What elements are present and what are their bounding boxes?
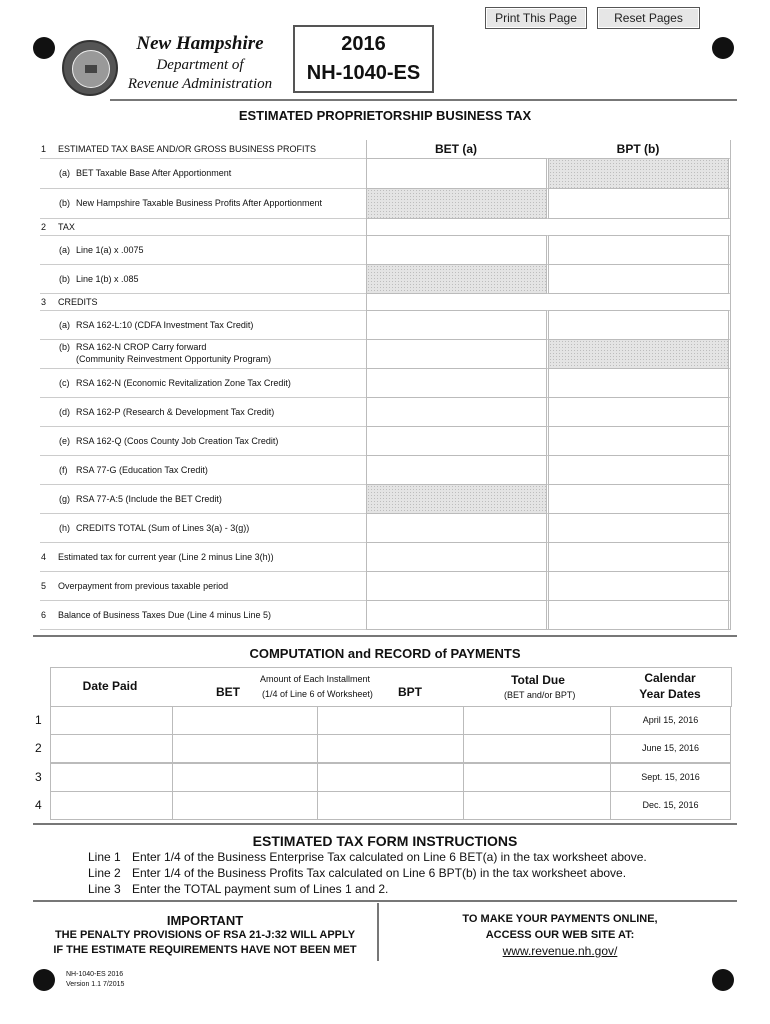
instruction-line-label: Line 2 <box>88 866 121 880</box>
line-number: 1 <box>41 144 47 154</box>
form-id-box <box>293 25 434 93</box>
payment-field[interactable] <box>50 791 173 820</box>
instruction-line-text: Enter the TOTAL payment sum of Lines 1 and 2. <box>132 882 389 896</box>
sub-line-letter: (a) <box>59 168 70 178</box>
line-label: RSA 162-L:10 (CDFA Investment Tax Credit) <box>76 319 254 330</box>
revenue-website-link[interactable]: www.revenue.nh.gov/ <box>502 944 618 958</box>
payment-field[interactable] <box>317 791 464 820</box>
agency-line-1: New Hampshire <box>136 33 264 54</box>
line-label: New Hampshire Taxable Business Profits After Apportionment <box>76 198 322 208</box>
sub-line-letter: (b) <box>59 198 70 208</box>
line-label: RSA 77-G (Education Tax Credit) <box>76 464 208 475</box>
print-page-button[interactable]: Print This Page <box>485 7 587 29</box>
payment-field[interactable] <box>463 763 611 792</box>
sub-line-letter: (h) <box>59 522 70 533</box>
agency-line-2: Department of <box>156 57 244 73</box>
line-label: Overpayment from previous taxable period <box>58 580 229 591</box>
line-label: CREDITS <box>58 296 98 307</box>
payment-field[interactable] <box>317 706 464 735</box>
sub-line-letter: (b) <box>59 342 70 352</box>
calendar-date: Sept. 15, 2016 <box>641 772 700 782</box>
line-number: 3 <box>41 296 47 307</box>
line-label: TAX <box>58 221 75 232</box>
important-line2: IF THE ESTIMATE REQUIREMENTS HAVE NOT BEEN MET <box>53 944 357 956</box>
calendar-date: June 15, 2016 <box>641 743 700 753</box>
agency-name <box>112 32 288 94</box>
sub-line-letter: (a) <box>59 244 70 255</box>
line-number: 6 <box>41 609 47 620</box>
line-number: 5 <box>41 580 47 591</box>
important-line1: THE PENALTY PROVISIONS OF RSA 21-J:32 WILL APPLY <box>54 929 356 941</box>
registration-mark-bottom-left <box>33 969 55 991</box>
line-label: RSA 162-N (Economic Revitalization Zone Tax Credit) <box>76 377 291 388</box>
line-number: 2 <box>41 221 47 232</box>
column-bpt-header: BPT (b) <box>616 142 660 156</box>
online-line2: ACCESS OUR WEB SITE AT: <box>485 929 635 941</box>
line-number: 4 <box>41 551 47 562</box>
payment-field[interactable] <box>463 734 611 763</box>
column-bet-header: BET (a) <box>435 142 477 156</box>
line-label: RSA 162-P (Research & Development Tax Credit) <box>76 406 275 417</box>
payment-field[interactable] <box>172 706 318 735</box>
sub-line-letter: (f) <box>59 464 68 475</box>
line-label: CREDITS TOTAL (Sum of Lines 3(a) - 3(g)) <box>76 522 250 533</box>
instruction-line-text: Enter 1/4 of the Business Profits Tax calculated on Line 6 BPT(b) in the tax worksheet above. <box>132 866 627 880</box>
instruction-line-label: Line 3 <box>88 882 121 896</box>
calendar-date-cell <box>610 706 731 735</box>
payment-field[interactable] <box>50 734 173 763</box>
installment-header-line1: Amount of Each Installment <box>260 674 371 684</box>
line-label: Estimated tax for current year (Line 2 minus Line 3(h)) <box>58 551 274 562</box>
line-label: Balance of Business Taxes Due (Line 4 minus Line 5) <box>58 609 271 620</box>
line-label: RSA 162-N CROP Carry forward <box>76 342 207 352</box>
registration-mark-top-left <box>33 37 55 59</box>
calendar-date-cell <box>610 791 731 820</box>
sub-line-letter: (a) <box>59 319 70 330</box>
sub-line-letter: (c) <box>59 377 70 388</box>
sub-line-letter: (e) <box>59 435 70 446</box>
payment-field[interactable] <box>463 706 611 735</box>
instruction-line-text: Enter 1/4 of the Business Enterprise Tax calculated on Line 6 BET(a) in the tax worksheet above. <box>132 850 647 864</box>
sub-line-letter: (b) <box>59 273 70 284</box>
total-due-subheader: (BET and/or BPT) <box>504 690 576 700</box>
line-label-continued: (Community Reinvestment Opportunity Program) <box>76 354 272 364</box>
payment-field[interactable] <box>50 706 173 735</box>
worksheet-columns-frame <box>366 140 731 630</box>
line-label: BET Taxable Base After Apportionment <box>76 168 232 178</box>
footer-form-id: NH-1040-ES 2016 <box>66 971 124 978</box>
form-number: NH-1040-ES <box>306 62 421 84</box>
payment-field[interactable] <box>172 763 318 792</box>
line-label: Line 1(b) x .085 <box>76 273 139 284</box>
calendar-date: April 15, 2016 <box>642 715 699 725</box>
total-due-header: Total Due <box>511 673 565 687</box>
payment-row-number: 2 <box>35 741 42 755</box>
agency-line-3: Revenue Administration <box>127 76 273 92</box>
instructions-title: ESTIMATED TAX FORM INSTRUCTIONS <box>252 833 518 849</box>
registration-mark-top-right <box>712 37 734 59</box>
payments-header-frame <box>50 667 732 707</box>
payment-field[interactable] <box>463 791 611 820</box>
sub-line-letter: (d) <box>59 406 70 417</box>
date-paid-header: Date Paid <box>82 679 138 693</box>
instructions-bottom-rule <box>33 900 737 902</box>
payments-title: COMPUTATION and RECORD of PAYMENTS <box>249 646 521 661</box>
payment-field[interactable] <box>172 791 318 820</box>
calendar-date-cell <box>610 763 731 792</box>
sub-line-letter: (g) <box>59 493 70 504</box>
bet-header: BET <box>216 685 240 699</box>
line-label: RSA 77-A:5 (Include the BET Credit) <box>76 493 222 504</box>
header-rule <box>110 99 737 101</box>
payment-row-number: 4 <box>35 798 42 812</box>
calendar-date: Dec. 15, 2016 <box>642 800 699 810</box>
line-label: ESTIMATED TAX BASE AND/OR GROSS BUSINESS PROFITS <box>58 144 317 154</box>
form-year: 2016 <box>341 33 386 55</box>
calendar-header-line2: Year Dates <box>639 687 701 701</box>
instruction-line-label: Line 1 <box>88 850 121 864</box>
bpt-header: BPT <box>398 685 422 699</box>
payment-field[interactable] <box>172 734 318 763</box>
state-seal-icon <box>62 40 118 96</box>
installment-header-line2: (1/4 of Line 6 of Worksheet) <box>262 689 373 699</box>
calendar-date-cell <box>610 734 731 763</box>
line-label: RSA 162-Q (Coos County Job Creation Tax Credit) <box>76 435 279 446</box>
footer-version: Version 1.1 7/2015 <box>66 981 125 988</box>
payment-row-number: 1 <box>35 713 42 727</box>
line-label: Line 1(a) x .0075 <box>76 244 144 255</box>
payment-row-number: 3 <box>35 770 42 784</box>
payments-bottom-rule <box>33 823 737 825</box>
worksheet-title: ESTIMATED PROPRIETORSHIP BUSINESS TAX <box>238 108 532 123</box>
payment-field[interactable] <box>50 763 173 792</box>
important-title: IMPORTANT <box>166 913 244 928</box>
reset-pages-button[interactable]: Reset Pages <box>597 7 700 29</box>
payment-field[interactable] <box>317 763 464 792</box>
calendar-header-line1: Calendar <box>644 671 696 685</box>
online-line1: TO MAKE YOUR PAYMENTS ONLINE, <box>462 913 658 925</box>
registration-mark-bottom-right <box>712 969 734 991</box>
worksheet-bottom-rule <box>33 635 737 637</box>
payment-field[interactable] <box>317 734 464 763</box>
